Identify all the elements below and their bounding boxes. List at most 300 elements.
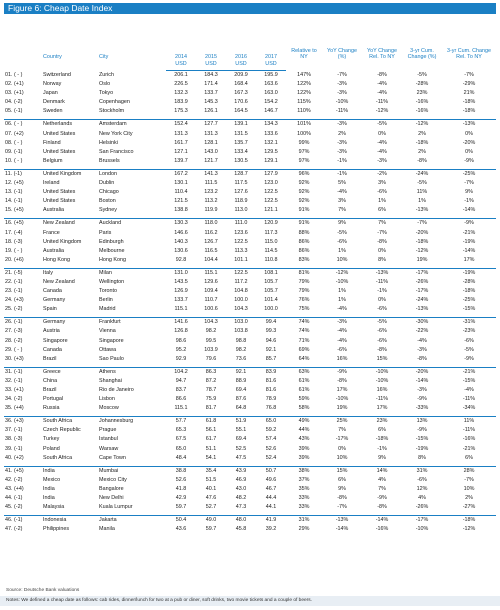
- cell-yoy-change-rel-ny: -9%: [377, 495, 387, 502]
- cell-city: Chicago: [99, 189, 119, 196]
- cell-2016: 131.5: [234, 130, 248, 137]
- cell-3yr-cum-change-rel-ny: -6%: [464, 337, 474, 344]
- cell-yoy-change-rel-ny: -11%: [375, 278, 389, 285]
- cell-3yr-cum-change: -3%: [417, 346, 427, 353]
- cell-3yr-cum-change-rel-ny: -7%: [464, 180, 474, 187]
- cell-country: South Africa: [43, 418, 73, 425]
- cell-2015: 131.3: [204, 130, 218, 137]
- cell-2017: 78.9: [265, 396, 277, 403]
- cell-city: Brussels: [99, 157, 120, 164]
- table-row: [4, 377, 496, 386]
- cell-rank: 01. ( - ): [5, 71, 23, 78]
- cell-3yr-cum-change: 2%: [418, 130, 426, 137]
- cell-2016: 87.6: [235, 396, 247, 403]
- cell-yoy-change-rel-ny: -13%: [375, 269, 389, 276]
- cell-yoy-change: 1%: [338, 288, 346, 295]
- cell-2016: 69.4: [235, 387, 247, 393]
- table-row: [4, 197, 496, 206]
- cell-2016: 122.5: [234, 238, 248, 245]
- cell-relative-ny: 100%: [297, 130, 311, 137]
- cell-2014: 138.8: [174, 207, 188, 214]
- cell-relative-ny: 64%: [298, 355, 310, 362]
- unit-2017: USD: [256, 60, 286, 71]
- cell-2014: 167.2: [174, 170, 188, 177]
- cell-2015: 121.7: [204, 157, 218, 164]
- cell-2017: 123.0: [264, 180, 278, 187]
- cell-2015: 104.3: [204, 319, 218, 326]
- cell-3yr-cum-change: -16%: [415, 108, 429, 115]
- cell-3yr-cum-change: -17%: [415, 517, 429, 524]
- cell-relative-ny: 37%: [298, 476, 310, 483]
- cell-city: Mexico City: [99, 476, 127, 483]
- cell-2017: 120.9: [264, 220, 278, 227]
- cell-rank: 22. (-1): [5, 278, 23, 285]
- cell-city: Frankfurt: [99, 319, 121, 326]
- header-3yr-cum-change-rel-ny: 3-yr Cum. Change Rel. To NY: [446, 47, 492, 60]
- cell-rank: 30. (+3): [5, 355, 24, 362]
- cell-2016: 117.2: [234, 278, 248, 285]
- cell-2017: 99.4: [265, 319, 277, 326]
- cell-3yr-cum-change: -26%: [415, 504, 429, 511]
- table-row: [4, 157, 496, 166]
- cell-2015: 86.3: [205, 368, 217, 375]
- cell-country: Spain: [43, 306, 57, 313]
- cell-rank: 35. (+4): [5, 405, 24, 412]
- cell-3yr-cum-change-rel-ny: -9%: [464, 355, 474, 362]
- cell-relative-ny: 61%: [298, 387, 310, 393]
- cell-2015: 35.4: [205, 467, 217, 474]
- cell-2014: 67.5: [175, 436, 187, 443]
- cell-rank: 40. (+2): [5, 454, 24, 461]
- cell-country: Poland: [43, 445, 60, 452]
- cell-2014: 95.2: [175, 346, 187, 353]
- cell-country: Italy: [43, 269, 53, 276]
- cell-3yr-cum-change-rel-ny: -12%: [462, 526, 476, 533]
- cell-2016: 52.5: [235, 445, 247, 452]
- cell-2017: 92.1: [265, 346, 277, 353]
- cell-rank: 43. (+4): [5, 485, 24, 492]
- cell-city: London: [99, 170, 117, 177]
- cell-city: Zurich: [99, 71, 114, 78]
- cell-3yr-cum-change: -12%: [415, 121, 429, 128]
- cell-2017: 117.3: [264, 229, 278, 236]
- cell-2015: 61.8: [205, 418, 217, 425]
- table-row: [4, 120, 496, 130]
- cell-yoy-change-rel-ny: 3%: [378, 180, 386, 187]
- cell-country: Sweden: [43, 108, 63, 115]
- cell-2016: 45.8: [235, 526, 247, 533]
- cell-2015: 98.2: [205, 328, 217, 335]
- cell-yoy-change-rel-ny: -8%: [377, 346, 387, 353]
- cell-2016: 139.1: [234, 121, 248, 128]
- cell-2015: 110.7: [204, 297, 218, 304]
- cell-country: Singapore: [43, 337, 68, 344]
- cell-yoy-change: -6%: [337, 346, 347, 353]
- cell-2015: 61.7: [205, 436, 217, 443]
- cell-3yr-cum-change-rel-ny: -25%: [462, 170, 476, 177]
- cell-city: Sao Paulo: [99, 355, 124, 362]
- cell-yoy-change-rel-ny: 7%: [378, 485, 386, 492]
- cell-2014: 146.6: [174, 229, 188, 236]
- cell-relative-ny: 99%: [298, 139, 310, 146]
- cell-yoy-change: -4%: [337, 306, 347, 313]
- cell-rank: 32. (-1): [5, 377, 23, 384]
- cell-yoy-change-rel-ny: -8%: [377, 504, 387, 511]
- cell-2015: 54.1: [205, 454, 217, 461]
- cell-relative-ny: 49%: [298, 418, 310, 425]
- cell-rank: 14. (-1): [5, 198, 23, 205]
- cell-2016: 113.0: [234, 207, 248, 214]
- cell-yoy-change: -3%: [337, 121, 347, 128]
- cell-3yr-cum-change: 19%: [416, 256, 428, 263]
- cell-2014: 226.5: [174, 81, 188, 88]
- cell-2017: 105.7: [264, 278, 278, 285]
- cell-2015: 78.7: [205, 387, 217, 393]
- cell-3yr-cum-change: 11%: [416, 189, 428, 196]
- cell-city: Auckland: [99, 220, 122, 227]
- cell-country: United Kingdom: [43, 170, 82, 177]
- cell-2015: 75.9: [205, 396, 217, 403]
- cell-2015: 111.5: [204, 180, 218, 187]
- cell-yoy-change: -4%: [337, 189, 347, 196]
- cell-2017: 41.9: [265, 517, 277, 524]
- cell-rank: 07. (+2): [5, 130, 24, 137]
- cell-2017: 121.1: [264, 207, 278, 214]
- cell-2015: 51.5: [205, 476, 217, 483]
- cell-3yr-cum-change-rel-ny: 2%: [465, 495, 473, 502]
- header-relative-ny: Relative to NY: [291, 47, 317, 60]
- cell-yoy-change-rel-ny: -14%: [375, 517, 389, 524]
- table-row: [4, 355, 496, 364]
- cell-2014: 161.7: [174, 139, 188, 146]
- cell-country: India: [43, 467, 55, 474]
- cell-yoy-change-rel-ny: 14%: [376, 467, 388, 474]
- cell-2014: 41.8: [175, 485, 187, 492]
- cell-2016: 47.3: [235, 504, 247, 511]
- cell-yoy-change: 9%: [338, 485, 346, 492]
- cell-3yr-cum-change-rel-ny: -14%: [462, 247, 476, 254]
- cell-yoy-change: -12%: [335, 269, 349, 276]
- cell-2014: 110.4: [174, 189, 188, 196]
- table-row: [4, 404, 496, 413]
- cell-2014: 98.6: [175, 337, 187, 344]
- cell-country: Czech Republic: [43, 427, 81, 434]
- cell-yoy-change: -1%: [337, 157, 347, 164]
- table-row: [4, 179, 496, 188]
- cell-country: Portugal: [43, 396, 64, 403]
- cell-yoy-change: -8%: [337, 495, 347, 502]
- cell-yoy-change: -3%: [337, 81, 347, 88]
- cell-3yr-cum-change-rel-ny: 6%: [465, 454, 473, 461]
- cell-3yr-cum-change: -33%: [415, 405, 429, 412]
- cell-city: Toronto: [99, 288, 117, 295]
- cell-yoy-change-rel-ny: -1%: [377, 288, 387, 295]
- cell-3yr-cum-change: -19%: [415, 445, 429, 452]
- cell-yoy-change: 1%: [338, 247, 346, 254]
- cell-2016: 111.0: [234, 220, 248, 227]
- cell-2016: 122.5: [234, 269, 248, 276]
- table-row: [4, 503, 496, 512]
- cell-2016: 164.5: [234, 108, 248, 115]
- cell-2016: 209.9: [234, 72, 248, 78]
- cell-yoy-change: 2%: [338, 130, 346, 137]
- cell-yoy-change-rel-ny: -16%: [375, 526, 389, 533]
- cell-2017: 115.0: [264, 238, 278, 245]
- cell-yoy-change-rel-ny: -8%: [377, 71, 387, 78]
- cell-2014: 86.6: [175, 396, 187, 403]
- table-row: [4, 337, 496, 346]
- cell-rank: 28. (-2): [5, 337, 23, 344]
- cell-yoy-change: 5%: [338, 180, 346, 187]
- table-row: [4, 395, 496, 404]
- table-row: [4, 386, 496, 395]
- cell-3yr-cum-change: 4%: [418, 495, 426, 502]
- cell-yoy-change: -3%: [337, 148, 347, 155]
- cell-rank: 27. (-3): [5, 328, 23, 335]
- cell-yoy-change-rel-ny: -11%: [375, 396, 389, 403]
- cell-yoy-change-rel-ny: -6%: [377, 328, 387, 335]
- table-row: [4, 256, 496, 265]
- cell-2015: 59.7: [205, 526, 217, 533]
- cell-2016: 127.6: [234, 189, 248, 196]
- cell-city: Bangalore: [99, 485, 124, 492]
- cell-2016: 104.3: [234, 306, 248, 313]
- cell-country: Canada: [43, 346, 62, 353]
- cell-2017: 65.0: [265, 418, 277, 425]
- cell-2014: 133.7: [174, 297, 188, 304]
- cell-rank: 19. ( - ): [5, 247, 23, 254]
- cell-country: Hong Kong: [43, 256, 70, 263]
- table-row: [4, 148, 496, 157]
- cell-2014: 92.9: [175, 355, 187, 362]
- cell-relative-ny: 86%: [298, 238, 310, 245]
- cell-2014: 140.3: [174, 238, 188, 245]
- cell-relative-ny: 59%: [298, 396, 310, 403]
- cell-yoy-change: 10%: [336, 256, 348, 263]
- cell-2015: 40.1: [205, 485, 217, 492]
- cell-country: Belgium: [43, 157, 63, 164]
- cell-2014: 92.8: [175, 256, 187, 263]
- cell-2014: 57.7: [175, 418, 187, 425]
- cell-country: Netherlands: [43, 121, 73, 128]
- cell-yoy-change: -1%: [337, 170, 347, 177]
- cell-relative-ny: 69%: [298, 346, 310, 353]
- cell-city: Istanbul: [99, 436, 118, 443]
- table-row: [4, 318, 496, 328]
- table-row: [4, 107, 496, 116]
- cell-2017: 127.9: [264, 170, 278, 177]
- cell-yoy-change: 19%: [336, 405, 348, 412]
- cell-3yr-cum-change-rel-ny: -9%: [464, 220, 474, 227]
- cell-yoy-change-rel-ny: -10%: [375, 377, 389, 384]
- cell-2017: 129.5: [264, 148, 278, 155]
- cell-2016: 46.9: [235, 476, 247, 483]
- cell-2017: 85.7: [265, 355, 277, 362]
- cell-2017: 94.6: [265, 337, 277, 344]
- cell-country: Switzerland: [43, 71, 71, 78]
- cell-country: Russia: [43, 405, 60, 412]
- cell-2016: 113.3: [234, 247, 248, 254]
- cell-3yr-cum-change-rel-ny: 10%: [463, 485, 475, 492]
- cell-rank: 13. (-1): [5, 189, 23, 196]
- cell-city: Edinburgh: [99, 238, 124, 245]
- cell-2014: 130.1: [174, 180, 188, 187]
- cell-3yr-cum-change-rel-ny: -20%: [462, 139, 476, 146]
- cell-yoy-change-rel-ny: -4%: [377, 148, 387, 155]
- cell-3yr-cum-change-rel-ny: -23%: [462, 328, 476, 335]
- cell-3yr-cum-change-rel-ny: -13%: [462, 121, 476, 128]
- cell-relative-ny: 92%: [298, 180, 310, 187]
- cell-yoy-change: -3%: [337, 139, 347, 146]
- cell-3yr-cum-change: 8%: [418, 454, 426, 461]
- cell-yoy-change: 15%: [336, 467, 348, 474]
- cell-3yr-cum-change: 1%: [418, 198, 426, 205]
- cell-yoy-change: -10%: [335, 396, 349, 403]
- table-row: [4, 476, 496, 485]
- cell-city: Melbourne: [99, 247, 125, 254]
- cell-2017: 154.2: [264, 99, 278, 106]
- cell-3yr-cum-change-rel-ny: -18%: [462, 517, 476, 524]
- cell-yoy-change: 1%: [338, 297, 346, 304]
- cell-yoy-change: 17%: [336, 387, 348, 393]
- cell-yoy-change-rel-ny: -6%: [377, 189, 387, 196]
- cell-2017: 50.7: [265, 467, 277, 474]
- cell-2015: 127.7: [204, 121, 218, 128]
- cell-city: Madrid: [99, 306, 116, 313]
- cell-relative-ny: 43%: [298, 436, 310, 443]
- cell-city: New Delhi: [99, 495, 124, 502]
- cell-2017: 83.9: [265, 368, 277, 375]
- cell-2016: 103.0: [234, 319, 248, 326]
- cell-city: Johannesburg: [99, 418, 134, 425]
- cell-yoy-change-rel-ny: -5%: [377, 319, 387, 326]
- cell-2015: 133.7: [204, 90, 218, 97]
- cell-2014: 65.0: [175, 445, 187, 452]
- cell-3yr-cum-change-rel-ny: 17%: [463, 256, 475, 263]
- cell-3yr-cum-change: -9%: [417, 396, 427, 403]
- cell-rank: 38. (-3): [5, 436, 23, 443]
- cheap-date-table: [4, 28, 496, 534]
- cell-2014: 38.8: [175, 467, 187, 474]
- cell-3yr-cum-change-rel-ny: -34%: [462, 405, 476, 412]
- cell-2016: 98.2: [235, 346, 247, 353]
- cell-2014: 127.1: [174, 148, 188, 155]
- cell-3yr-cum-change: -17%: [415, 269, 429, 276]
- cell-2016: 47.5: [235, 454, 247, 461]
- cell-city: Tokyo: [99, 90, 114, 97]
- cell-city: Manila: [99, 526, 115, 533]
- figure-title: Figure 6: Cheap Date Index: [4, 3, 496, 14]
- cell-2015: 104.4: [204, 256, 218, 263]
- cell-relative-ny: 63%: [298, 368, 310, 375]
- cell-3yr-cum-change-rel-ny: -18%: [462, 99, 476, 106]
- cell-relative-ny: 33%: [298, 504, 310, 511]
- cell-3yr-cum-change-rel-ny: -18%: [462, 288, 476, 295]
- cell-country: Indonesia: [43, 517, 67, 524]
- cell-2017: 110.8: [264, 256, 278, 263]
- table-row: [4, 516, 496, 526]
- cell-2015: 47.6: [205, 495, 217, 502]
- cell-3yr-cum-change: -13%: [415, 306, 429, 313]
- cell-rank: 34. (-2): [5, 396, 23, 403]
- cell-relative-ny: 39%: [298, 454, 310, 461]
- cell-3yr-cum-change: -14%: [415, 377, 429, 384]
- cell-yoy-change-rel-ny: 23%: [376, 418, 388, 425]
- table-row: [4, 466, 496, 476]
- cell-3yr-cum-change-rel-ny: -29%: [462, 81, 476, 88]
- cell-yoy-change: -3%: [337, 319, 347, 326]
- cell-3yr-cum-change-rel-ny: -4%: [464, 387, 474, 393]
- cell-2015: 103.9: [204, 346, 218, 353]
- cell-country: Australia: [43, 207, 64, 214]
- table-row: [4, 139, 496, 148]
- cell-relative-ny: 97%: [298, 157, 310, 164]
- cell-yoy-change-rel-ny: 0%: [378, 130, 386, 137]
- cell-relative-ny: 79%: [298, 278, 310, 285]
- cell-2014: 43.6: [175, 526, 187, 533]
- cell-3yr-cum-change-rel-ny: -7%: [464, 71, 474, 78]
- cell-2017: 163.6: [264, 81, 278, 88]
- table-row: [4, 130, 496, 139]
- cell-3yr-cum-change: -7%: [417, 220, 427, 227]
- cell-relative-ny: 92%: [298, 189, 310, 196]
- cell-3yr-cum-change: -22%: [415, 328, 429, 335]
- cell-2016: 135.7: [234, 139, 248, 146]
- cell-2014: 59.7: [175, 504, 187, 511]
- cell-yoy-change: 16%: [336, 355, 348, 362]
- cell-city: Amsterdam: [99, 121, 127, 128]
- cell-relative-ny: 86%: [298, 247, 310, 254]
- cell-relative-ny: 88%: [298, 229, 310, 236]
- cell-country: United Kingdom: [43, 238, 82, 245]
- cell-yoy-change-rel-ny: 0%: [378, 297, 386, 304]
- cell-country: United States: [43, 148, 76, 155]
- cell-rank: 12. (+5): [5, 180, 24, 187]
- cell-2014: 152.4: [174, 121, 188, 128]
- cell-2014: 131.3: [174, 130, 188, 137]
- cell-2016: 117.5: [234, 180, 248, 187]
- cell-country: Philippines: [43, 526, 70, 533]
- cell-2017: 122.5: [264, 189, 278, 196]
- cell-3yr-cum-change-rel-ny: -27%: [462, 504, 476, 511]
- cell-city: Athens: [99, 368, 116, 375]
- cell-3yr-cum-change: -17%: [415, 288, 429, 295]
- cell-2017: 146.7: [264, 108, 278, 115]
- cell-rank: 25. (-2): [5, 306, 23, 313]
- cell-city: Shanghai: [99, 377, 122, 384]
- cell-rank: 42. (-2): [5, 476, 23, 483]
- cell-city: New York City: [99, 130, 133, 137]
- unit-2015: USD: [196, 60, 226, 71]
- table-row: [4, 454, 496, 463]
- cell-3yr-cum-change: -12%: [415, 247, 429, 254]
- cell-city: Hong Kong: [99, 256, 126, 263]
- cell-yoy-change: -10%: [335, 99, 349, 106]
- header-yoy-change-rel-ny: YoY Change Rel. To NY: [367, 47, 397, 60]
- header-2017: 2017: [265, 53, 277, 60]
- cell-yoy-change-rel-ny: -7%: [377, 229, 387, 236]
- cell-2014: 130.6: [174, 247, 188, 254]
- cell-rank: 08. ( - ): [5, 139, 23, 146]
- cell-relative-ny: 76%: [298, 297, 310, 304]
- table-row: [4, 219, 496, 229]
- cell-country: France: [43, 229, 60, 236]
- cell-yoy-change-rel-ny: 0%: [378, 247, 386, 254]
- table-row: [4, 247, 496, 256]
- cell-2014: 94.7: [175, 377, 187, 384]
- cell-3yr-cum-change-rel-ny: 28%: [463, 467, 475, 474]
- cell-3yr-cum-change: -5%: [417, 180, 427, 187]
